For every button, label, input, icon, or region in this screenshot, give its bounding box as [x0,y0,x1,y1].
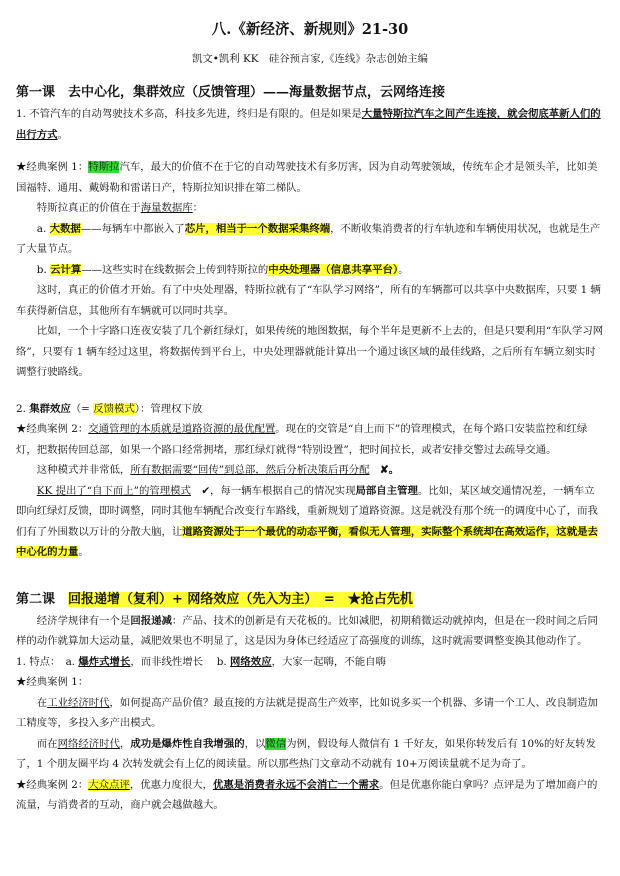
industrial-era-paragraph: 在工业经济时代，如何提高产品价值？最直接的方法就是提高生产效率，比如说多买一个机器、多请一个工人、改良制造加工精度等，多投入多产出模式。 [16,696,598,729]
bottom-up-paragraph: KK 提出了“自下而上”的管理模式 ✔，每一辆车根据自己的情况实现局部自主管理。比如，某区域交通情况差，一辆车立即向红绿灯反馈，即时调整，同时其他车辆配合改变行车路线，重新规划了道路资源。这是就没有那个统一的调度中心了，而我们有了外围数以万计的分散大脑，让道路资源处于一个最优的动态平衡，看似无人管理，实际整个系统却在高效运作，这就是去中心化的力量。 [16,484,598,558]
lesson2-features: 1. 特点： a. 爆炸式增长，而非线性增长 b. 网络效应，大家一起嗨，不能自嗨 [16,655,386,668]
lesson1-point1: 1. 不管汽车的自动驾驶技术多高，科技多先进，终归是有限的。但是如果是大量特斯拉汽车之间产生连接，就会彻底革新人们的出行方式。 [16,108,601,141]
page-subtitle: 凯文•凯利 KK 硅谷预言家,《连线》杂志创始主编 [191,53,429,65]
central-processor-paragraph: 这时，真正的价值才开始。有了中央处理器，特斯拉就有了“车队学习网络”，所有的车辆都可以共享中央数据库，只要 1 辆车获得新信息，其他所有车辆就可以同时共享。 [16,284,601,317]
lesson1-point2: 2. 集群效应（= 反馈模式）：管理权下放 [16,402,203,415]
diminishing-returns-paragraph: 经济学规律有一个是回报递减：产品、技术的创新是有天花板的。比如减肥，初期稍微运动就掉肉，但是在一段时间之后同样的动作就算加大运动量，减肥效果也不明显了，这是因为身体已经适应了高强度的训练，这时就需要调整变换其他动作了。 [16,614,598,647]
traffic-example-paragraph: 比如，一个十字路口连夜安装了几个新红绿灯，如果传统的地图数据，每个半年是更新不上去的，但是只要利用“车队学习网络”，只要有 1 辆车经过这里，将数据传到平台上，中央处理器就能计算出一个通过该区域的最佳线路，之后所有车辆立刻实时调整行驶路线。 [16,325,604,378]
lesson1-heading: 第一课 去中心化，集群效应（反馈管理）——海量数据节点，云网络连接 [16,85,446,100]
big-data-item: a. 大数据——每辆车中都嵌入了芯片，相当于一个数据采集终端，不断收集消费者的行车轨迹和车辆使用状况，也就是生产了大量节点。 [16,222,601,255]
top-down-paragraph: 这种模式并非常低，所有数据需要“回传”到总部，然后分析决策后再分配 ✘。 [36,464,400,476]
network-era-paragraph: 而在网络经济时代，成功是爆炸性自我增强的，以微信为例，假设每人微信有 1 千好友，如果你转发后有 10%的好友转发了，1 个朋友圈平均 4 次转发就会有上亿的阅读量。所以那些热门文章动不动就有 10+万阅读量就不足为奇了。 [16,737,596,770]
lesson1-case2: ★经典案例 2：交通管理的本质就是道路资源的最优配置。现在的交管是“自上而下”的管理模式，在每个路口安装监控和红绿灯，把数据传回总部，如果一个路口经常拥堵，那红绿灯就得“特别设置”，把时间拉长，或者安排交警过去疏导交通。 [16,423,588,456]
tesla-value: 特斯拉真正的价值在于海量数据库： [36,202,204,214]
lesson1-case1: ★经典案例 1：特斯拉汽车，最大的价值不在于它的自动驾驶技术有多厉害，因为自动驾驶领域，传统车企才是领头羊，比如美国福特、通用、戴姆勒和雷诺日产，特斯拉知识排在第二梯队。 [16,161,598,194]
cloud-item: b. 云计算——这些实时在线数据会上传到特斯拉的中央处理器（信息共享平台）。 [36,263,409,276]
lesson2-case1: ★经典案例 1： [16,676,89,688]
lesson2-heading: 第二课 回报递增（复利）+ 网络效应（先入为主） = ★抢占先机 [16,591,413,607]
lesson2-case2: ★经典案例 2：大众点评，优惠力度很大，优惠是消费者永远不会消亡一个需求。但是优惠你能白拿吗？点评是为了增加商户的流量，与消费者的互动，商户就会越做越大。 [16,778,598,811]
page-title: 八.《新经济、新规则》21-30 [211,21,409,38]
